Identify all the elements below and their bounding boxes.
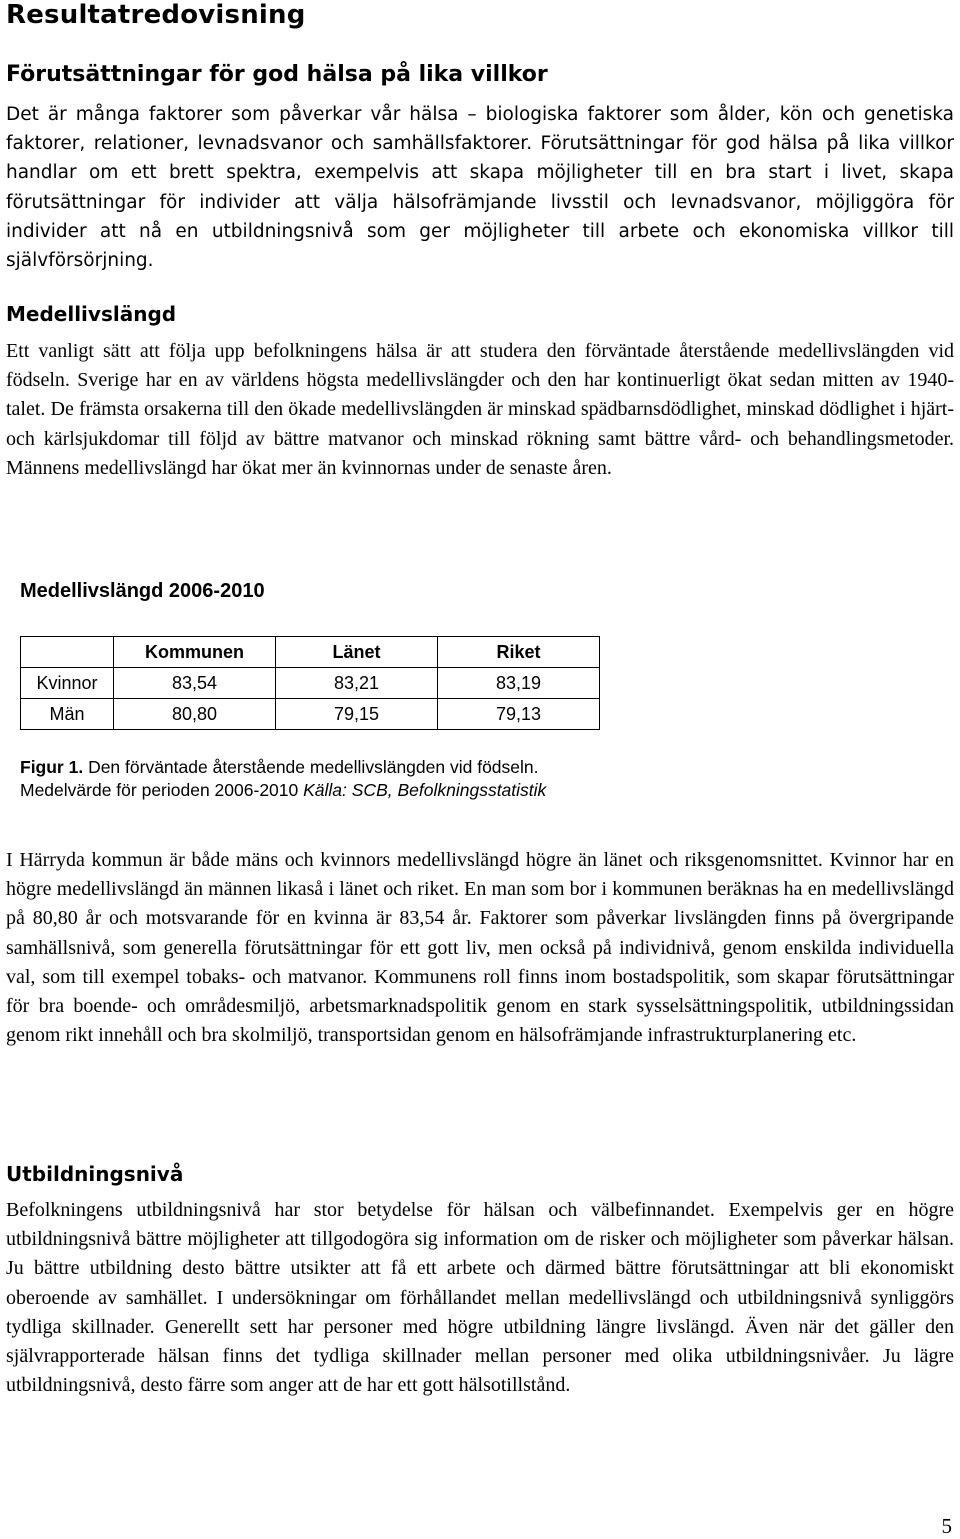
page-title: Resultatredovisning bbox=[6, 0, 306, 30]
section-heading-conditions: Förutsättningar för god hälsa på lika villkor bbox=[6, 62, 548, 87]
table-header-lanet: Länet bbox=[276, 637, 438, 668]
table-header-riket: Riket bbox=[438, 637, 600, 668]
table-header-row bbox=[21, 637, 600, 668]
table-cell: 79,13 bbox=[438, 699, 600, 730]
section-heading-life-expectancy: Medellivslängd bbox=[6, 302, 177, 326]
caption-line-2 bbox=[20, 779, 546, 802]
table-cell: 83,54 bbox=[114, 668, 276, 699]
caption-source: Källa: SCB, Befolkningsstatistik bbox=[303, 780, 547, 800]
table-cell: 79,15 bbox=[276, 699, 438, 730]
section-heading-education: Utbildningsnivå bbox=[6, 1162, 184, 1186]
paragraph-harryda: I Härryda kommun är både mäns och kvinnors medellivslängd högre än länet och riksgenomsnittet. Kvinnor har en högre medellivslängd än männen likaså i länet och riket. En man som bor i kommunen beräknas ha en medellivslängd på 80,80 år och motsvarande för en kvinna är 83,54 år. Faktorer som påverkar livslängden finns på övergripande samhällsnivå, som generella förutsättningar för ett gott liv, men också på individnivå, genom enskilda individuella val, som till exempel tobaks- och matvanor. Kommunens roll finns inom bostadspolitik, som skapar förutsättningar för bra boende- och områdesmiljö, arbetsmarknadspolitik genom en stark sysselsättningspolitik, utbildningssidan genom rikt innehåll och bra skolmiljö, transportsidan genom en hälsofrämjande infrastrukturplanering etc. bbox=[6, 849, 954, 1047]
caption-line-1 bbox=[20, 756, 546, 779]
table-header-empty bbox=[21, 637, 114, 668]
table-header-kommunen: Kommunen bbox=[114, 637, 276, 668]
page-number: 5 bbox=[941, 1514, 952, 1538]
life-expectancy-table bbox=[20, 636, 600, 730]
caption-label: Figur 1. bbox=[20, 757, 84, 777]
paragraph-life-expectancy: Ett vanligt sätt att följa upp befolkningens hälsa är att studera den förväntade återstående medellivslängden vid födseln. Sverige har en av världens högsta medellivslängder och den har kontinuerligt ökat sedan mitten av 1940-talet. De främsta orsakerna till den ökade medellivslängden är minskad spädbarnsdödlighet, minskad dödlighet i hjärt- och kärlsjukdomar till följd av bättre matvanor och minskad rökning samt bättre vård- och behandlingsmetoder. Männens medellivslängd har ökat mer än kvinnornas under de senaste åren. bbox=[6, 340, 954, 479]
figure-caption bbox=[20, 756, 546, 802]
table-cell: 80,80 bbox=[114, 699, 276, 730]
table-title: Medellivslängd 2006-2010 bbox=[20, 580, 265, 602]
table-row bbox=[21, 668, 600, 699]
table-cell: Män bbox=[21, 699, 114, 730]
caption-period: Medelvärde för perioden 2006-2010 bbox=[20, 780, 304, 800]
table-cell: 83,21 bbox=[276, 668, 438, 699]
caption-text: Den förväntade återstående medellivslängden vid födseln. bbox=[83, 757, 539, 777]
table-cell: Kvinnor bbox=[21, 668, 114, 699]
paragraph-conditions: Det är många faktorer som påverkar vår hälsa – biologiska faktorer som ålder, kön och genetiska faktorer, relationer, levnadsvanor och samhällsfaktorer. Förutsättningar för god hälsa på lika villkor handlar om ett brett spektra, exempelvis att skapa möjligheter till en bra start i livet, skapa förutsättningar för individer att välja hälsofrämjande livsstil och levnadsvanor, möjliggöra för individer att nå en utbildningsnivå som ger möjligheter till arbete och ekonomiska villkor till självförsörjning. bbox=[6, 104, 954, 272]
paragraph-education: Befolkningens utbildningsnivå har stor betydelse för hälsan och välbefinnandet. Exempelvis ger en högre utbildningsnivå bättre möjligheter att tillgodogöra sig information om de risker och möjligheter som påverkar hälsan. Ju bättre utbildning desto bättre utsikter att få ett arbete och därmed bättre förutsättningar att bli ekonomiskt oberoende av samhället. I undersökningar om förhållandet mellan medellivslängd och utbildningsnivå synliggörs tydliga skillnader. Generellt sett har personer med högre utbildning längre livslängd. Även när det gäller den självrapporterade hälsan finns det tydliga skillnader mellan personer med olika utbildningsnivåer. Ju lägre utbildningsnivå, desto färre som anger att de har ett gott hälsotillstånd. bbox=[6, 1199, 954, 1397]
table-cell: 83,19 bbox=[438, 668, 600, 699]
table-row bbox=[21, 699, 600, 730]
